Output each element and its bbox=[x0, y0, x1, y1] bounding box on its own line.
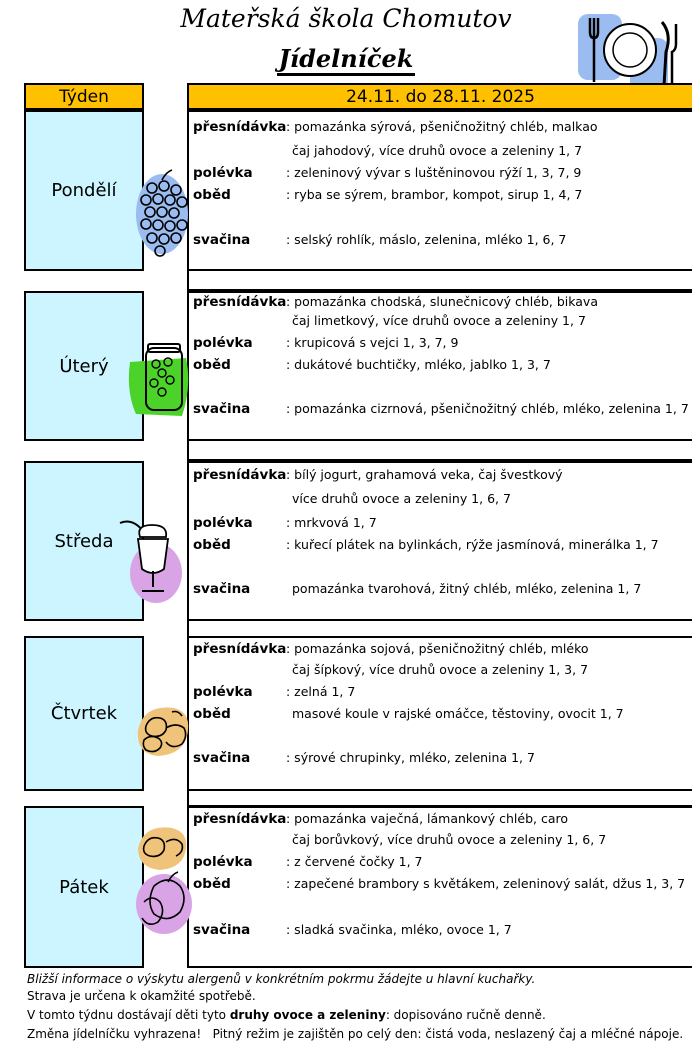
obed-label: oběd bbox=[193, 537, 231, 553]
presnidavka-label: přesnídávka bbox=[193, 811, 287, 827]
obed-label: oběd bbox=[193, 706, 231, 722]
polevka-value: : krupicová s vejci 1, 3, 7, 9 bbox=[286, 335, 459, 350]
fruit-icon bbox=[134, 820, 194, 936]
polevka-value: : zelná 1, 7 bbox=[286, 684, 356, 699]
page-title: Jídelníček bbox=[0, 44, 692, 73]
footer-allergen-info: Bližší informace o výskytu alergenů v konkrétním pokrmu žádejte u hlavní kuchařky. bbox=[27, 972, 536, 986]
presnidavka-line-1: : pomazánka sýrová, pšeničnožitný chléb, malkao bbox=[286, 119, 598, 134]
footer-consumption-note: Strava je určena k okamžité spotřebě. bbox=[27, 989, 256, 1003]
polevka-value: : zeleninový vývar s luštěninovou rýží 1, 3, 7, 9 bbox=[286, 165, 582, 180]
week-label: Týden bbox=[24, 83, 144, 110]
obed-value: : ryba se sýrem, brambor, kompot, sirup 1, 4, 7 bbox=[286, 187, 583, 202]
obed-label: oběd bbox=[193, 876, 231, 892]
polevka-label: polévka bbox=[193, 515, 253, 531]
svacina-label: svačina bbox=[193, 401, 251, 417]
day-name-thursday: Čtvrtek bbox=[24, 636, 144, 791]
polevka-label: polévka bbox=[193, 165, 253, 181]
menu-tuesday bbox=[187, 291, 692, 441]
presnidavka-line-1: : bílý jogurt, grahamová veka, čaj švestkový bbox=[286, 467, 563, 482]
polevka-label: polévka bbox=[193, 335, 253, 351]
svacina-label: svačina bbox=[193, 750, 251, 766]
svacina-label: svačina bbox=[193, 232, 251, 248]
row-spacer bbox=[187, 439, 692, 461]
svacina-label: svačina bbox=[193, 922, 251, 938]
presnidavka-line-2: čaj borůvkový, více druhů ovoce a zeleniny 1, 6, 7 bbox=[292, 832, 607, 847]
presnidavka-label: přesnídávka bbox=[193, 294, 287, 310]
school-name: Mateřská škola Chomutov bbox=[180, 4, 512, 33]
jar-icon bbox=[124, 340, 194, 420]
polevka-value: : mrkvová 1, 7 bbox=[286, 515, 377, 530]
svacina-value: : selský rohlík, máslo, zelenina, mléko 1, 6, 7 bbox=[286, 232, 567, 247]
menu-wednesday bbox=[187, 461, 692, 621]
presnidavka-line-1: : pomazánka chodská, slunečnicový chléb, bikava bbox=[286, 294, 598, 309]
presnidavka-label: přesnídávka bbox=[193, 119, 287, 135]
obed-value: masové koule v rajské omáčce, těstoviny, ovocit 1, 7 bbox=[292, 706, 624, 721]
presnidavka-label: přesnídávka bbox=[193, 467, 287, 483]
row-spacer bbox=[187, 269, 692, 291]
svacina-value: : sýrové chrupinky, mléko, zelenina 1, 7 bbox=[286, 750, 535, 765]
obed-value: : dukátové buchtičky, mléko, jablko 1, 3, 7 bbox=[286, 357, 551, 372]
presnidavka-line-2: čaj jahodový, více druhů ovoce a zeleniny 1, 7 bbox=[292, 143, 583, 158]
row-spacer bbox=[187, 789, 692, 807]
day-name-tuesday: Úterý bbox=[24, 291, 144, 441]
milkshake-icon bbox=[116, 515, 190, 605]
menu-thursday bbox=[187, 636, 692, 791]
obed-label: oběd bbox=[193, 357, 231, 373]
day-name-friday: Pátek bbox=[24, 806, 144, 968]
footer-drinking-note: Změna jídelníčku vyhrazena! Pitný režim je zajištěn po celý den: čistá voda, neslazený čaj a mléčné nápoje. bbox=[27, 1027, 684, 1041]
presnidavka-line-2: čaj limetkový, více druhů ovoce a zeleniny 1, 7 bbox=[292, 313, 586, 328]
polevka-value: : z červené čočky 1, 7 bbox=[286, 854, 423, 869]
polevka-label: polévka bbox=[193, 684, 253, 700]
presnidavka-line-1: : pomazánka vaječná, lámankový chléb, caro bbox=[286, 811, 569, 826]
date-range: 24.11. do 28.11. 2025 bbox=[187, 83, 692, 110]
day-name-wednesday: Středa bbox=[24, 461, 144, 621]
svacina-value: pomazánka tvarohová, žitný chléb, mléko, zelenina 1, 7 bbox=[292, 581, 642, 596]
obed-label: oběd bbox=[193, 187, 231, 203]
obed-value: : zapečené brambory s květákem, zeleninový salát, džus 1, 3, 7 bbox=[286, 876, 686, 891]
obed-value: : kuřecí plátek na bylinkách, rýže jasmínová, minerálka 1, 7 bbox=[286, 537, 659, 552]
svacina-label: svačina bbox=[193, 581, 251, 597]
menu-monday bbox=[187, 110, 692, 271]
svacina-value: : sladká svačinka, mléko, ovoce 1, 7 bbox=[286, 922, 512, 937]
presnidavka-label: přesnídávka bbox=[193, 641, 287, 657]
cornucopia-icon bbox=[132, 700, 192, 762]
footer-fruit-note: V tomto týdnu dostávají děti tyto druhy ovoce a zeleniny: dopisováno ručně denně. bbox=[27, 1008, 546, 1022]
svacina-value: : pomazánka cizrnová, pšeničnožitný chléb, mléko, zelenina 1, 7 bbox=[286, 401, 689, 416]
presnidavka-line-1: : pomazánka sojová, pšeničnožitný chléb, mléko bbox=[286, 641, 589, 656]
menu-friday bbox=[187, 806, 692, 968]
grapes-icon bbox=[132, 168, 194, 262]
presnidavka-line-2: čaj šípkový, více druhů ovoce a zeleniny 1, 3, 7 bbox=[292, 662, 589, 677]
presnidavka-line-2: více druhů ovoce a zeleniny 1, 6, 7 bbox=[292, 491, 511, 506]
polevka-label: polévka bbox=[193, 854, 253, 870]
day-name-monday: Pondělí bbox=[24, 110, 144, 271]
